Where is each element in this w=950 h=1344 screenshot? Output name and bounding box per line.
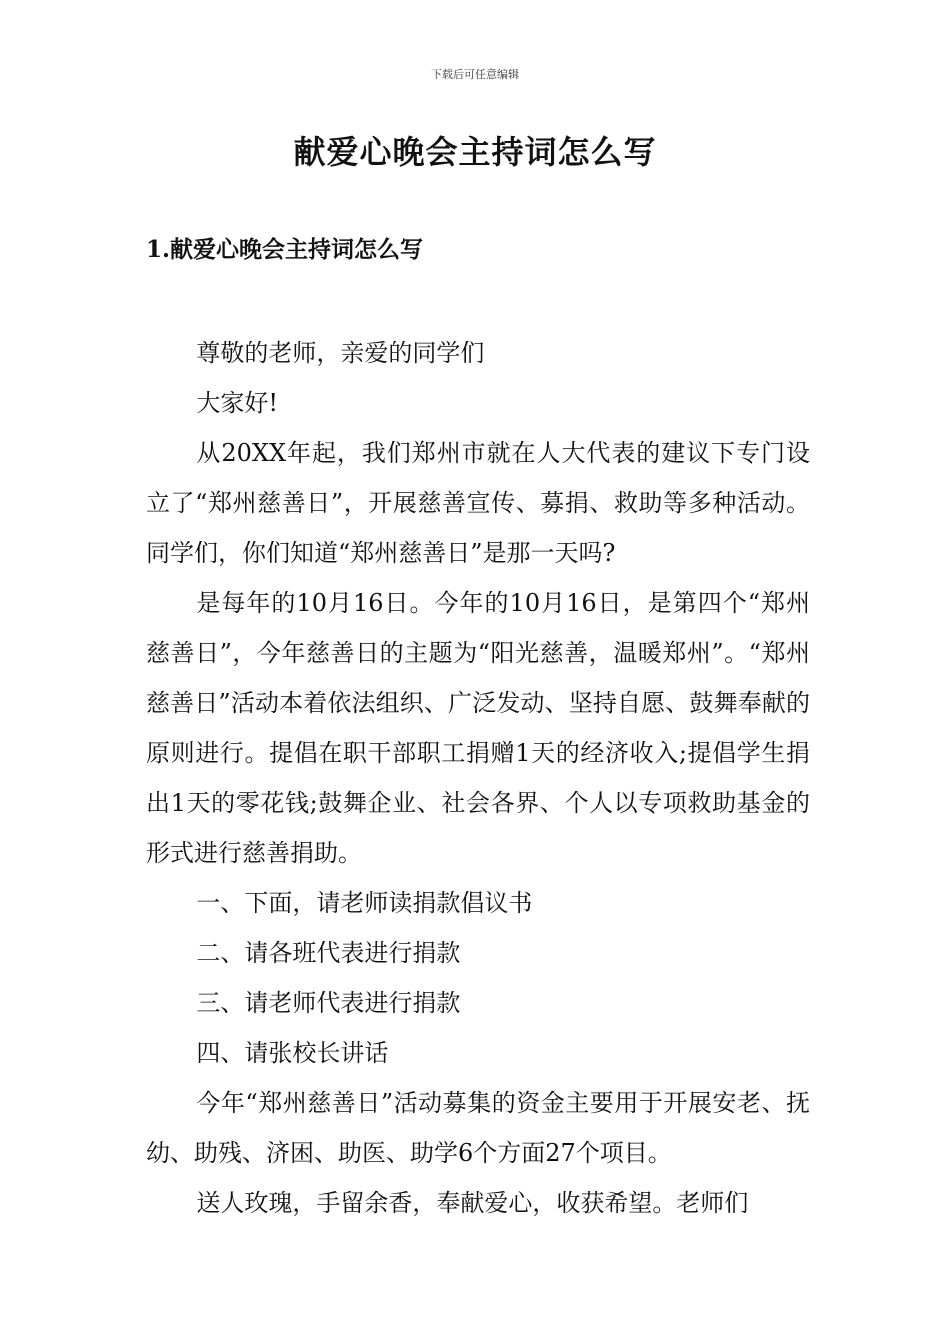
- paragraph-greeting: 大家好!: [196, 389, 279, 417]
- header-note: 下载后可任意编辑: [431, 68, 519, 81]
- agenda-item-2: 二、请各班代表进行捐款: [196, 939, 461, 967]
- paragraph: 从20XX年起，我们郑州市就在人大代表的建议下专门设立了“郑州慈善日”，开展慈善宣传、募捐、救助等多种活动。同学们，你们知道“郑州慈善日”是那一天吗?: [146, 439, 810, 567]
- document-body: [146, 328, 810, 1228]
- document-title: 献爱心晚会主持词怎么写: [293, 133, 657, 171]
- paragraph: 送人玫瑰，手留余香，奉献爱心，收获希望。老师们: [196, 1189, 749, 1217]
- agenda-item-1: 一、下面，请老师读捐款倡议书: [196, 889, 533, 917]
- paragraph: 今年“郑州慈善日”活动募集的资金主要用于开展安老、抚幼、助残、济困、助医、助学6个方面27个项目。: [146, 1089, 810, 1167]
- agenda-item-3: 三、请老师代表进行捐款: [196, 989, 461, 1017]
- paragraph-salutation: 尊敬的老师，亲爱的同学们: [196, 339, 485, 367]
- paragraph: 是每年的10月16日。今年的10月16日，是第四个“郑州慈善日”，今年慈善日的主题为“阳光慈善，温暖郑州”。“郑州慈善日”活动本着依法组织、广泛发动、坚持自愿、鼓舞奉献的原则进行。提倡在职干部职工捐赠1天的经济收入;提倡学生捐出1天的零花钱;鼓舞企业、社会各界、个人以专项救助基金的形式进行慈善捐助。: [146, 589, 810, 867]
- section-heading: 1.献爱心晚会主持词怎么写: [146, 236, 424, 263]
- agenda-item-4: 四、请张校长讲话: [196, 1039, 389, 1067]
